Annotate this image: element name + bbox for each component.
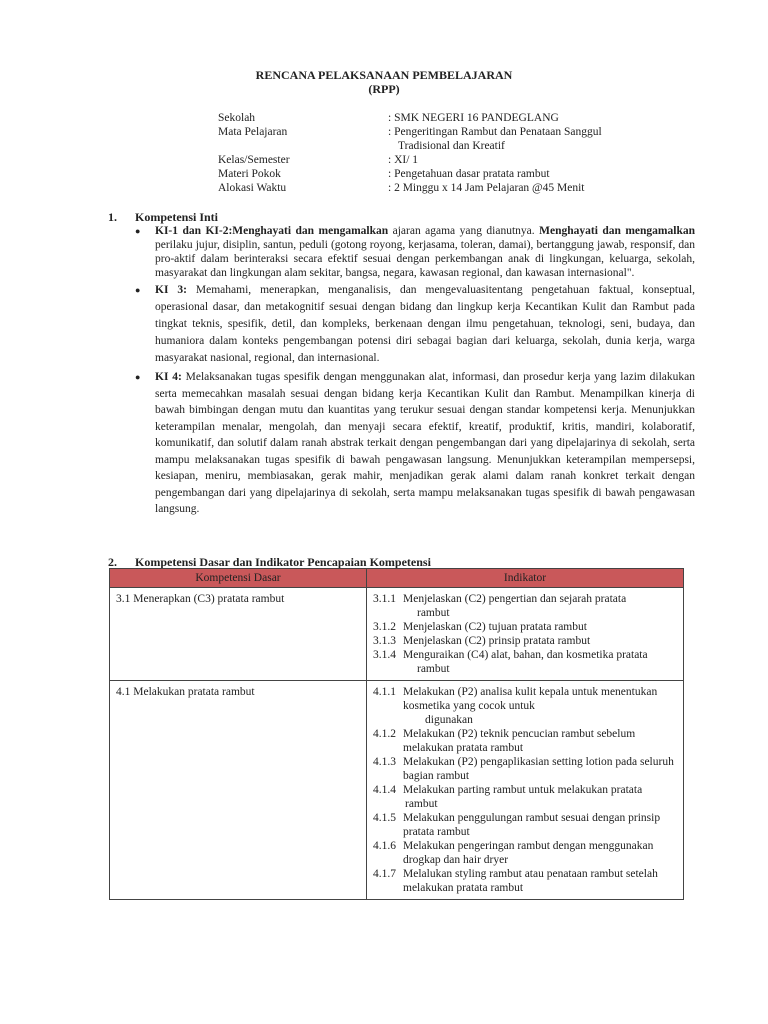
indicator-cell [367, 588, 684, 681]
indicator-number: 3.1.2 [373, 621, 396, 633]
info-label: Mata Pelajaran [218, 126, 288, 138]
info-label: Kelas/Semester [218, 154, 290, 166]
info-value-continuation: Tradisional dan Kreatif [398, 140, 505, 152]
indicator-number: 3.1.1 [373, 593, 396, 605]
indicator-item [373, 811, 677, 839]
section-heading-kompetensi-inti [108, 210, 218, 224]
indicator-text: Menjelaskan (C2) prinsip pratata rambut [403, 635, 591, 647]
indicator-number: 4.1.5 [373, 812, 396, 824]
indicator-continuation: digunakan [425, 714, 473, 726]
indicator-number: 4.1.3 [373, 756, 396, 768]
info-value: : SMK NEGERI 16 PANDEGLANG [388, 112, 559, 124]
bullet-icon: ● [135, 372, 141, 382]
table-row [110, 588, 684, 681]
indicator-text: Melakukan pengeringan rambut dengan menggunakan drogkap dan hair dryer [403, 840, 654, 866]
indicator-text: Menjelaskan (C2) pengertian dan sejarah pratata [403, 593, 627, 605]
indicator-item [373, 685, 677, 727]
ki-item-1-2 [135, 224, 695, 280]
indicator-item [373, 592, 677, 620]
info-value: : 2 Minggu x 14 Jam Pelajaran @45 Menit [388, 182, 585, 194]
indicator-cell [367, 681, 684, 900]
kd-cell: 3.1 Menerapkan (C3) pratata rambut [110, 588, 367, 681]
info-row-sekolah [218, 111, 688, 125]
bullet-icon: ● [135, 226, 141, 236]
indicator-continuation: rambut [417, 607, 450, 619]
ki-lead: KI 3: [155, 284, 187, 296]
indicator-continuation: rambut [417, 663, 450, 675]
indicator-number: 3.1.4 [373, 649, 396, 661]
indicator-text: Melakukan (P2) pengaplikasian setting lotion pada seluruh bagian rambut [403, 756, 674, 782]
column-header-indikator: Indikator [367, 569, 684, 588]
info-row-materi [218, 167, 688, 181]
ki-text: perilaku jujur, disiplin, santun, peduli (gotong royong, kerjasama, toleran, damai), bertanggung jawab, responsif, dan pro-aktif dalam berinteraksi secara efektif sesuai dengan perkembangan anak di lingkungan, keluarga, sekolah, masyarakat dan lingkungan alam sekitar, bangsa, negara, kawasan regional, dan kawasan internasional". [155, 239, 695, 279]
column-header-kompetensi-dasar: Kompetensi Dasar [110, 569, 367, 588]
bullet-icon: ● [135, 285, 141, 295]
indicator-item [373, 867, 677, 895]
info-label: Alokasi Waktu [218, 182, 287, 194]
ki-text: ajaran agama yang dianutnya. [388, 225, 540, 237]
info-row-mata-pelajaran [218, 125, 688, 153]
section-number: 2. [108, 555, 117, 569]
indicator-item [373, 755, 677, 783]
ki-lead: KI-1 dan KI-2:Menghayati dan mengamalkan [155, 225, 389, 237]
section-heading-kompetensi-dasar [108, 555, 431, 569]
section-number: 1. [108, 210, 117, 224]
section-title: Kompetensi Inti [135, 210, 219, 224]
ki-bold-phrase: Menghayati dan mengamalkan [539, 225, 695, 237]
indicator-number: 4.1.1 [373, 686, 396, 698]
indicator-item [373, 783, 677, 811]
ki-item-3 [135, 282, 695, 367]
ki-lead: KI 4: [155, 371, 182, 383]
ki-text: Melaksanakan tugas spesifik dengan menggunakan alat, informasi, dan prosedur kerja yang lazim dilakukan serta memecahkan masalah sesuai dengan bidang kerja Kecantikan Kulit dan Rambut. Menampilkan kinerja di bawah bimbingan dengan mutu dan kuantitas yang terukur sesuai dengan standar kompetensi kerja. Menunjukkan keterampilan menalar, mengolah, dan menyaji secara efektif, kreatif, produktif, kritis, mandiri, kolaboratif, komunikatif, dan solutif dalam ranah abstrak terkait dengan pengembangan dari yang dipelajarinya di sekolah, serta mampu melaksanakan tugas spesifik di bawah pengawasan langsung. Menunjukkan keterampilan mempersepsi, kesiapan, meniru, membiasakan, gerak mahir, menjadikan gerak alami dalam ranah konkret terkait dengan pengembangan dari yang dipelajarinya di sekolah, serta mampu melaksanakan tugas spesifik di bawah pengawasan langsung. [155, 371, 695, 515]
info-label: Sekolah [218, 112, 256, 124]
indicator-text: Melakukan (P2) teknik pencucian rambut sebelum melakukan pratata rambut [403, 728, 636, 754]
info-value: : XI/ 1 [388, 154, 419, 166]
info-value-line: : Pengeritingan Rambut dan Penataan Sanggul [388, 126, 602, 138]
kd-indicator-table [109, 568, 684, 900]
info-value: : Pengetahuan dasar pratata rambut [388, 168, 550, 180]
indicator-text: Melakukan parting rambut untuk melakukan pratata [403, 784, 643, 796]
identity-block [218, 111, 688, 195]
indicator-text: Melakukan (P2) analisa kulit kepala untuk menentukan kosmetika yang cocok untuk [403, 686, 658, 712]
indicator-number: 4.1.2 [373, 728, 396, 740]
indicator-continuation: rambut [405, 798, 438, 810]
indicator-item [373, 620, 677, 634]
info-value [388, 125, 688, 153]
document-title: RENCANA PELAKSANAAN PEMBELAJARAN [255, 68, 513, 82]
info-label: Materi Pokok [218, 168, 281, 180]
indicator-number: 4.1.6 [373, 840, 396, 852]
document-subtitle: (RPP) [368, 82, 400, 96]
table-header-row [110, 569, 684, 588]
indicator-number: 3.1.3 [373, 635, 396, 647]
indicator-item [373, 648, 677, 676]
ki-text: Memahami, menerapkan, menganalisis, dan mengevaluasitentang pengetahuan faktual, konseptual, operasional dasar, dan metakognitif sesuai dengan bidang dan lingkup kerja Kecantikan Kulit dan Rambut pada tingkat teknis, spesifik, detil, dan kompleks, berkenaan dengan ilmu pengetahuan, teknologi, seni, budaya, dan humaniora dalam konteks pengembangan potensi diri sebagai bagian dari keluarga, sekolah, dunia kerja, warga masyarakat nasional, regional, dan internasional. [155, 284, 696, 364]
indicator-number: 4.1.4 [373, 784, 396, 796]
indicator-text: Menjelaskan (C2) tujuan pratata rambut [403, 621, 587, 633]
ki-item-4 [135, 369, 695, 518]
kd-cell: 4.1 Melakukan pratata rambut [110, 681, 367, 900]
indicator-number: 4.1.7 [373, 868, 396, 880]
kompetensi-inti-list [135, 224, 695, 518]
indicator-item [373, 839, 677, 867]
info-row-kelas [218, 153, 688, 167]
indicator-text: Menguraikan (C4) alat, bahan, dan kosmetika pratata [403, 649, 648, 661]
section-title: Kompetensi Dasar dan Indikator Pencapaian Kompetensi [135, 555, 431, 569]
indicator-text: Melakukan penggulungan rambut sesuai dengan prinsip pratata rambut [403, 812, 661, 838]
info-row-alokasi [218, 181, 688, 195]
indicator-item [373, 727, 677, 755]
indicator-item [373, 634, 677, 648]
table-row [110, 681, 684, 900]
indicator-text: Melalukan styling rambut atau penataan rambut setelah melakukan pratata rambut [403, 868, 658, 894]
